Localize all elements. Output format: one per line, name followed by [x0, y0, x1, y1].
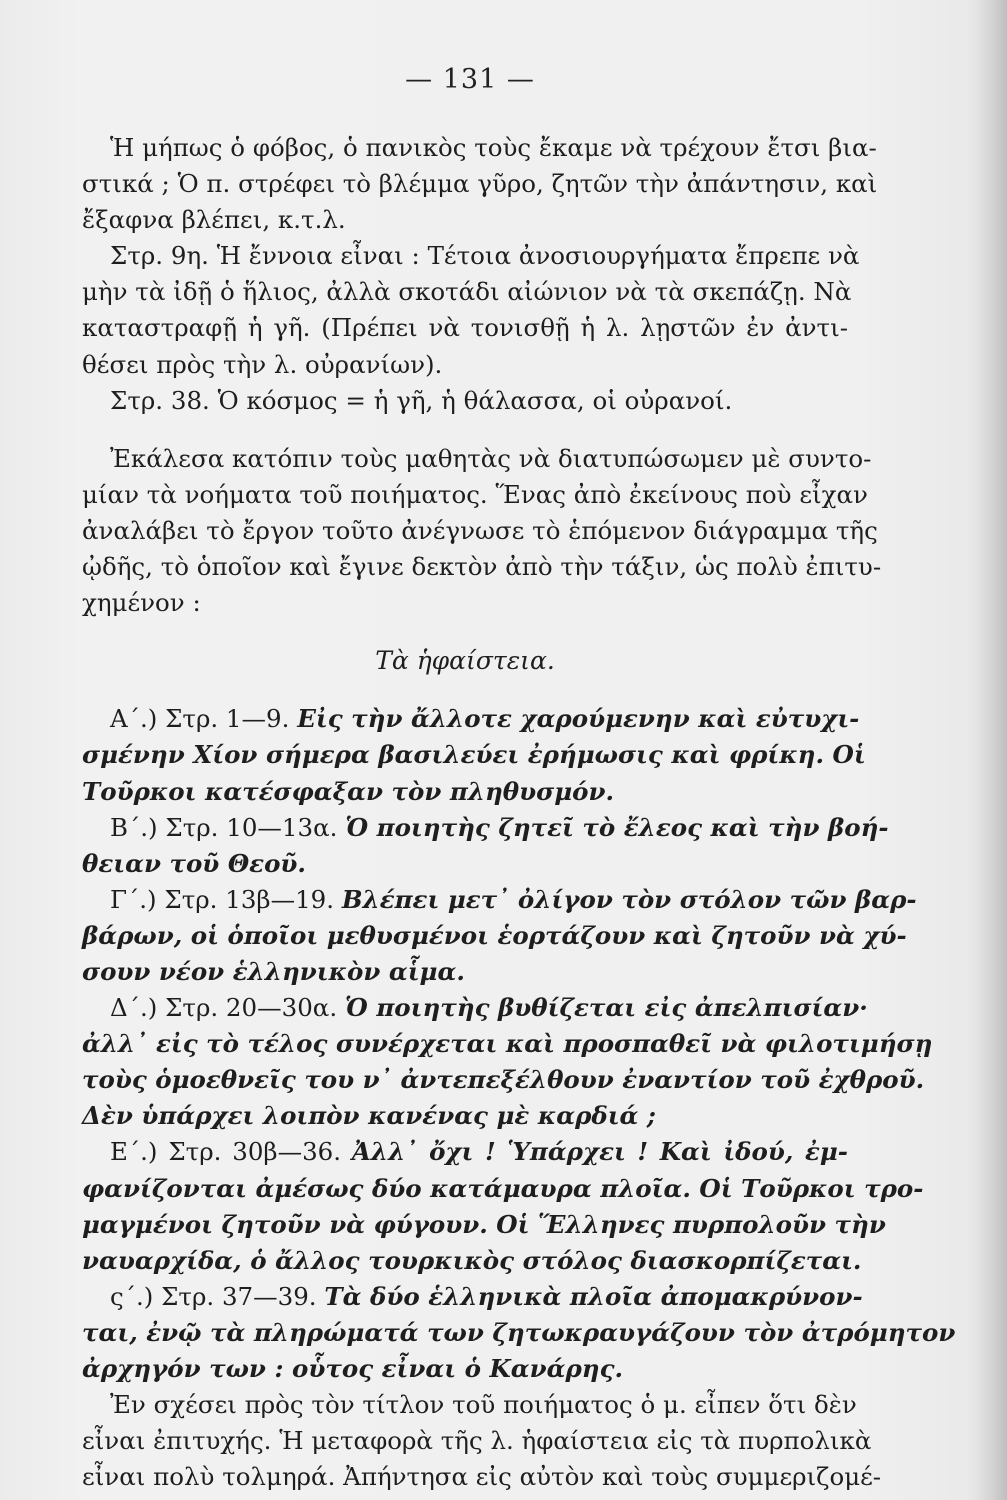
- outline-item-d: [82, 990, 868, 1026]
- item-summary: Βλέπει μετ᾿ ὀλίγον τὸν στόλον τῶν βαρ-: [341, 884, 917, 914]
- item-summary: Ὁ ποιητὴς βυθίζεται εἰς ἀπελπισίαν·: [344, 993, 868, 1023]
- outline-item-e: [82, 1134, 848, 1170]
- text-line: φανίζονται ἀμέσως δύο κατάμαυρα πλοῖα. Οἱ Τοῦρκοι τρο-: [82, 1173, 924, 1203]
- text-line: Δὲν ὑπάρχει λοιπὸν κανένας μὲ καρδιά ;: [82, 1101, 656, 1131]
- text-line: ναυαρχίδα, ὁ ἄλλος τουρκικὸς στόλος διασκορπίζεται.: [82, 1245, 862, 1275]
- text-line: θέσει πρὸς τὴν λ. οὐρανίων).: [82, 349, 443, 379]
- text-line: ἀναλάβει τὸ ἔργον τοῦτο ἀνέγνωσε τὸ ἑπόμενον διάγραμμα τῆς: [82, 515, 878, 545]
- text-line: ᾠδῆς, τὸ ὁποῖον καὶ ἔγινε δεκτὸν ἀπὸ τὴν τάξιν, ὡς πολὺ ἐπιτυ-: [82, 552, 882, 582]
- text-line: θειαν τοῦ Θεοῦ.: [82, 848, 306, 878]
- text-line: σμένην Χίον σήμερα βασιλεύει ἐρήμωσις καὶ φρίκη. Οἱ: [82, 740, 866, 770]
- item-heading: Β΄.) Στρ. 10—13α.: [110, 812, 338, 842]
- text-line: μὴν τὰ ἰδῇ ὁ ἥλιος, ἀλλὰ σκοτάδι αἰώνιον νὰ τὰ σκεπάζῃ. Νὰ: [82, 277, 852, 307]
- text-line: καταστραφῇ ἡ γῆ. (Πρέπει νὰ τονισθῇ ἡ λ. λῃστῶν ἐν ἀντι-: [82, 313, 848, 343]
- text-line: ἀρχηγόν των : οὗτος εἶναι ὁ Κανάρης.: [82, 1354, 624, 1383]
- item-summary: Ἀλλ᾿ ὄχι ! Ὑπάρχει ! Καὶ ἰδού, ἐμ-: [351, 1137, 848, 1167]
- text-line: χημένον :: [82, 588, 201, 618]
- text-line: Στρ. 9η. Ἡ ἔννοια εἶναι : Τέτοια ἀνοσιουργήματα ἔπρεπε νὰ: [110, 241, 860, 271]
- outline-item-a: [82, 701, 860, 737]
- text-line: στικά ; Ὁ π. στρέφει τὸ βλέμμα γῦρο, ζητῶν τὴν ἀπάντησιν, καὶ: [82, 169, 878, 199]
- text-line: Ἐκάλεσα κατόπιν τοὺς μαθητὰς νὰ διατυπώσωμεν μὲ συντο-: [110, 443, 872, 473]
- body-text: [82, 130, 956, 1495]
- text-line: τοὺς ὁμοεθνεῖς του ν᾿ ἀντεπεξέλθουν ἐναντίον τοῦ ἐχθροῦ.: [82, 1065, 925, 1095]
- page-number: — 131 —: [405, 64, 535, 95]
- text-line: μαγμένοι ζητοῦν νὰ φύγουν. Οἱ Ἕλληνες πυρπολοῦν τὴν: [82, 1209, 886, 1239]
- section-title: Τὰ ἡφαίστεια.: [375, 646, 555, 676]
- text-line: Τοῦρκοι κατέσφαξαν τὸν πληθυσμόν.: [82, 776, 615, 806]
- text-line: ἔξαφνα βλέπει, κ.τ.λ.: [82, 205, 346, 235]
- text-line: εἶναι ἐπιτυχής. Ἡ μεταφορὰ τῆς λ. ἡφαίστεια εἰς τὰ πυρπολικὰ: [82, 1426, 872, 1456]
- item-summary: Ὁ ποιητὴς ζητεῖ τὸ ἔλεος καὶ τὴν βοή-: [345, 812, 889, 842]
- item-heading: ς΄.) Στρ. 37—39.: [110, 1281, 317, 1311]
- text-line: Ἐν σχέσει πρὸς τὸν τίτλον τοῦ ποιήματος ὁ μ. εἶπεν ὅτι δὲν: [110, 1390, 857, 1420]
- item-heading: Γ΄.) Στρ. 13β—19.: [110, 884, 335, 914]
- text-line: ἀλλ᾿ εἰς τὸ τέλος συνέρχεται καὶ προσπαθεῖ νὰ φιλοτιμήσῃ: [82, 1029, 933, 1059]
- text-line: Ἡ μήπως ὁ φόβος, ὁ πανικὸς τοὺς ἔκαμε νὰ τρέχουν ἔτσι βια-: [110, 133, 877, 162]
- item-summary: Εἰς τὴν ἄλλοτε χαρούμενην καὶ εὐτυχι-: [297, 704, 860, 734]
- text-line: Στρ. 38. Ὁ κόσμος = ἡ γῆ, ἡ θάλασσα, οἱ οὐρανοί.: [110, 385, 733, 415]
- paragraph-gap: [82, 621, 848, 643]
- text-line: εἶναι πολὺ τολμηρά. Ἀπήντησα εἰς αὐτὸν καὶ τοὺς συμμεριζομέ-: [82, 1462, 882, 1492]
- item-heading: Ε΄.) Στρ. 30β—36.: [110, 1137, 342, 1167]
- text-line: σουν νέον ἑλληνικὸν αἷμα.: [82, 956, 465, 986]
- text-line: ται, ἐνῷ τὰ πληρώματά των ζητωκραυγάζουν τὸν ἀτρόμητον: [82, 1317, 956, 1347]
- item-summary: Τὰ δύο ἑλληνικὰ πλοῖα ἀπομακρύνον-: [324, 1281, 863, 1311]
- outline-item-b: [82, 810, 889, 846]
- outline-item-f: [82, 1279, 863, 1315]
- text-line: μίαν τὰ νοήματα τοῦ ποιήματος. Ἕνας ἀπὸ ἐκείνους ποὺ εἶχαν: [82, 479, 868, 509]
- item-heading: Δ΄.) Στρ. 20—30α.: [110, 993, 338, 1023]
- text-line: βάρων, οἱ ὁποῖοι μεθυσμένοι ἑορτάζουν καὶ ζητοῦν νὰ χύ-: [82, 920, 907, 950]
- paragraph-gap: [82, 419, 848, 441]
- outline-item-c: [82, 882, 917, 918]
- paragraph-gap: [82, 679, 848, 701]
- item-heading: Α΄.) Στρ. 1—9.: [110, 704, 290, 734]
- binding-shadow: [967, 0, 1007, 1500]
